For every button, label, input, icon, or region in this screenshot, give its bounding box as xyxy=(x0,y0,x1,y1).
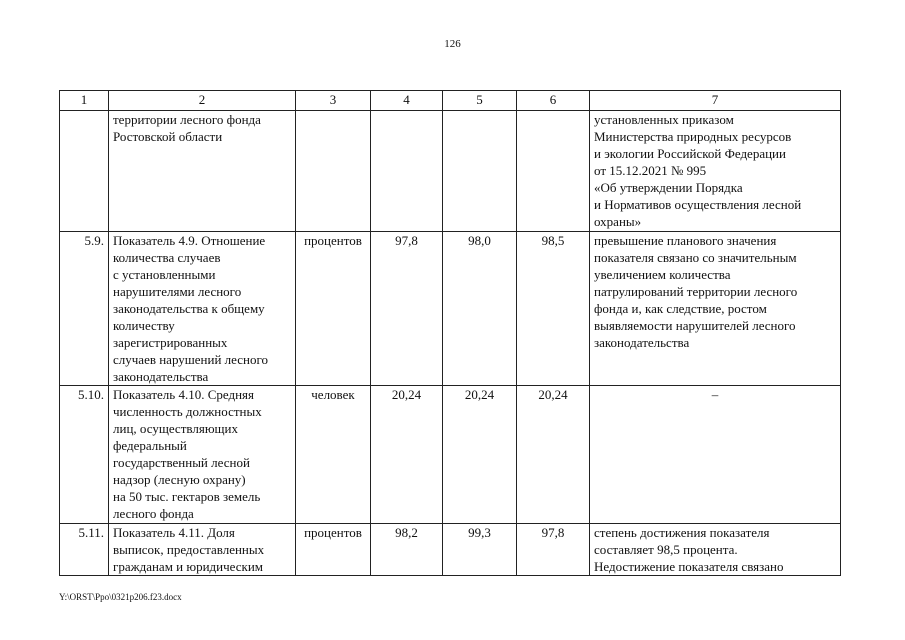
indicators-table xyxy=(59,90,841,576)
value-col5: 20,24 xyxy=(443,386,517,524)
column-header: 3 xyxy=(296,91,371,111)
file-path-footer: Y:\ORST\Ppo\0321p206.f23.docx xyxy=(59,592,182,602)
value-col4: 98,2 xyxy=(371,524,443,576)
comment: превышение планового значения показателя связано со значительным увеличением количества патрулирований территории лесного фонда и, как следствие, ростом выявляемости нарушителей лесного законодательства xyxy=(590,232,841,386)
value-col6: 20,24 xyxy=(517,386,590,524)
indicator-name: Показатель 4.11. Доля выписок, предоставленных гражданам и юридическим xyxy=(109,524,296,576)
column-header: 7 xyxy=(590,91,841,111)
unit: человек xyxy=(296,386,371,524)
indicator-name: территории лесного фонда Ростовской области xyxy=(109,111,296,232)
table-row xyxy=(60,386,841,524)
row-number xyxy=(60,111,109,232)
value-col6 xyxy=(517,111,590,232)
column-header: 1 xyxy=(60,91,109,111)
indicator-name: Показатель 4.10. Средняя численность должностных лиц, осуществляющих федеральный государственный лесной надзор (лесную охрану) на 50 тыс. гектаров земель лесного фонда xyxy=(109,386,296,524)
unit xyxy=(296,111,371,232)
unit: процентов xyxy=(296,524,371,576)
value-col5 xyxy=(443,111,517,232)
value-col5: 98,0 xyxy=(443,232,517,386)
value-col6: 98,5 xyxy=(517,232,590,386)
column-header: 5 xyxy=(443,91,517,111)
comment: степень достижения показателя составляет 98,5 процента. Недостижение показателя связано xyxy=(590,524,841,576)
table-row xyxy=(60,111,841,232)
indicator-name: Показатель 4.9. Отношение количества случаев с установленными нарушителями лесного законодательства к общему количеству зарегистрированных случаев нарушений лесного законодательства xyxy=(109,232,296,386)
row-number: 5.9. xyxy=(60,232,109,386)
value-col5: 99,3 xyxy=(443,524,517,576)
value-col6: 97,8 xyxy=(517,524,590,576)
value-col4: 20,24 xyxy=(371,386,443,524)
value-col4 xyxy=(371,111,443,232)
table-header-row xyxy=(60,91,841,111)
comment: установленных приказом Министерства природных ресурсов и экологии Российской Федерации от 15.12.2021 № 995 «Об утверждении Порядка и Нормативов осуществления лесной охраны» xyxy=(590,111,841,232)
value-col4: 97,8 xyxy=(371,232,443,386)
row-number: 5.10. xyxy=(60,386,109,524)
column-header: 2 xyxy=(109,91,296,111)
unit: процентов xyxy=(296,232,371,386)
comment: – xyxy=(590,386,841,524)
column-header: 4 xyxy=(371,91,443,111)
row-number: 5.11. xyxy=(60,524,109,576)
table-row xyxy=(60,524,841,576)
page-number: 126 xyxy=(444,38,461,50)
column-header: 6 xyxy=(517,91,590,111)
table-row xyxy=(60,232,841,386)
